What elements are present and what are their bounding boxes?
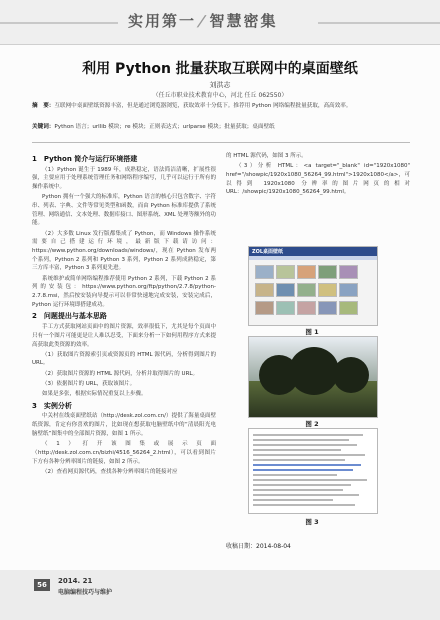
abstract-label: 摘 要：	[32, 103, 55, 109]
wallpaper-thumbnail	[339, 301, 358, 315]
section-heading-3: 3 实例分析	[32, 401, 72, 410]
figure-1-screenshot	[248, 246, 378, 326]
abstract	[32, 102, 410, 111]
keywords-label: 关键词：	[32, 124, 55, 130]
tree-silhouette	[289, 347, 339, 395]
section-heading-right: 智慧密集	[209, 12, 278, 30]
wallpaper-thumbnail	[276, 301, 295, 315]
journal-name: 电脑编程技巧与维护	[58, 589, 113, 596]
left-column	[32, 152, 216, 478]
figure-2-wallpaper	[248, 336, 378, 418]
code-line	[253, 439, 349, 441]
paragraph: 中关村在线桌面壁纸站（http://desk.zol.com.cn/）提供了海量桌面壁纸资源，肯定有你喜欢的图片，比如现在想获取电脑壁纸中的“清晨阳光电脑壁纸”图集中的全部图片资源，如图 1 所示。	[32, 413, 216, 437]
article-title: 利用 Python 批量获取互联网中的桌面壁纸	[82, 61, 358, 77]
paragraph: （3）依据图片的 URL，获取该图片。	[42, 380, 136, 387]
tree-silhouette	[333, 357, 369, 393]
slash-icon: /	[195, 12, 210, 30]
figure-2-caption: 图 2	[305, 420, 319, 428]
wallpaper-thumbnail	[339, 265, 358, 279]
page-number: 56	[34, 579, 50, 591]
section-heading-left: 实用第一	[128, 12, 197, 30]
keywords	[32, 123, 410, 132]
wallpaper-thumbnail	[297, 301, 316, 315]
section-heading-1: 1 Python 简介与运行环境搭建	[32, 155, 138, 163]
figure-1-caption: 图 1	[305, 328, 319, 336]
wallpaper-thumbnail	[297, 265, 316, 279]
wallpaper-thumbnail	[297, 283, 316, 297]
header-rule-right	[318, 22, 440, 24]
site-header-bar	[249, 247, 377, 256]
code-line	[253, 434, 363, 436]
wallpaper-thumbnail	[318, 301, 337, 315]
wallpaper-thumbnail	[318, 265, 337, 279]
issue-number: 2014. 21	[58, 577, 93, 585]
code-line	[253, 494, 359, 496]
site-nav-bar	[249, 256, 377, 260]
code-line	[253, 449, 341, 451]
code-line	[253, 489, 343, 491]
figure-3-caption: 图 3	[305, 518, 319, 526]
code-line	[253, 444, 357, 446]
keywords-text: Python 语言；urllib 模块；re 模块；正则表达式；urlparse 模块；批量获取；桌面壁纸	[54, 124, 275, 130]
right-column	[226, 152, 410, 199]
section-heading	[128, 10, 278, 31]
site-logo: ZOL桌面壁纸	[252, 249, 284, 255]
code-line	[253, 459, 345, 461]
code-line	[253, 499, 333, 501]
code-line	[253, 484, 351, 486]
paragraph: （2）大多数 Linux 发行版都集成了 Python，而 Windows 操作系统需要自己搭建运行环境，最新版下载请访问：https://www.python.org/downloads/windows/，现在 Python 发布两个系列，Python 2 系列和 Python 3 系列，Python 2 系列成熟稳定，第三方库丰富，Python 3 系列更先进。	[32, 230, 216, 272]
header-divider	[32, 142, 410, 143]
code-line	[253, 454, 365, 456]
wallpaper-thumbnail	[318, 283, 337, 297]
article-author: 刘洪志	[209, 81, 231, 89]
paragraph: （1）打开该图集或展示页面（http://desk.zol.com.cn/bizhi/4516_56264_2.html），可以看到图片下方有各种分辨率图片的链接，如图 2 所示。	[32, 441, 216, 465]
wallpaper-thumbnail	[276, 283, 295, 297]
wallpaper-thumbnail	[255, 265, 274, 279]
code-line	[253, 504, 355, 506]
code-line-highlight	[253, 464, 361, 466]
paragraph: （2）查看网页源代码，查找各种分辨率图片的链接对应	[42, 468, 178, 475]
paragraph: 的 HTML 源代码，如图 3 所示。	[226, 153, 307, 159]
wallpaper-thumbnail	[255, 301, 274, 315]
wallpaper-thumbnail	[255, 283, 274, 297]
abstract-text: 互联网中桌面壁纸资源丰富，但是通过浏览器浏览，获取效率十分低下。推荐用 Python 网络编程批量获取，高高效率。	[54, 103, 352, 109]
paragraph: （1）获取图片资源索引页或资源页的 HTML 源代码，分析得到图片的 URL。	[32, 351, 216, 367]
received-date: 收稿日期：2014-08-04	[226, 543, 291, 550]
paragraph: Python 拥有一个强大的标准库，Python 语言的核心只包含数字、字符串、列表、字典、文件等常见类型和函数，而由 Python 标准库提供了系统管理、网络通信、文本处理、数据库接口、图形系统、XML 处理等额外的功能。	[32, 194, 216, 227]
header-rule-left	[0, 22, 118, 24]
paragraph: （1）Python 诞生于 1989 年，成熟稳定，语法简洁清晰，扩展性很强，主要应用于处理系统管理任务和网络程序编写，几乎可以运行于所有的操作系统中。	[32, 166, 216, 191]
wallpaper-thumbnail	[276, 265, 295, 279]
paragraph: 手工方式获取网站页面中的图片资源，效率很低下，尤其是每个页面中只有一个图片可能更是让人难以忍受，下面来分析一下如何用程序方式来提高获取此类资源的效率。	[32, 324, 216, 348]
paragraph: （2）获取图片资源的 HTML 源代码，分析并取得图片的 URL。	[42, 370, 198, 377]
figure-3-source-code	[248, 428, 378, 514]
section-heading-2: 2 问题提出与基本思路	[32, 312, 107, 321]
paragraph: 系统维护或简单网络编程推荐使用 Python 2 系列，下载 Python 2 系列的安装包：https://www.python.org/ftp/python/2.7.8/python-2.7.8.msi，然后按安装向导提示可以非常快速地完成安装，安装完成后，Python 运行环境即搭建成功。	[32, 275, 216, 308]
paragraph: 如果是多张，根据实际情况重复以上步骤。	[42, 391, 147, 398]
code-line	[253, 474, 337, 476]
author-affiliation: （任丘市职业技术教育中心，河北 任丘 062550）	[152, 92, 288, 99]
wallpaper-thumbnail	[339, 283, 358, 297]
code-line	[253, 479, 367, 481]
code-line-highlight	[253, 469, 353, 471]
paragraph: （3）分析 HTML：<a target="_blank" id="1920x1080" href="/showpic/1920x1080_56264_99.html">1920x1080</a>，可以得到 1920x1080 分辨率的图片网页的相对 URL：/showpic/1920x1080_56264_99.html。	[226, 163, 410, 196]
